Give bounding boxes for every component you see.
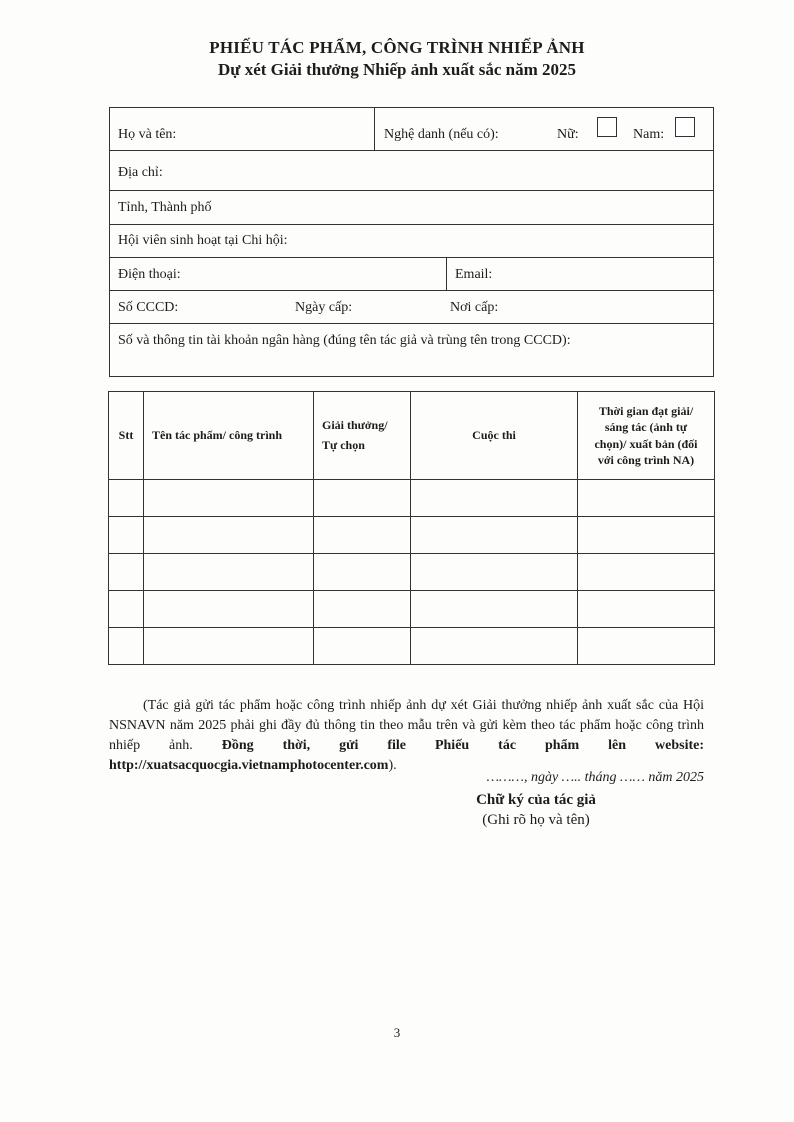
table-cell[interactable]	[144, 480, 314, 517]
id-number-label: Số CCCD:	[118, 300, 179, 315]
male-checkbox[interactable]	[675, 117, 695, 137]
table-cell[interactable]	[411, 554, 578, 591]
col-award-line2: Tự chọn	[322, 437, 365, 452]
female-checkbox[interactable]	[597, 117, 617, 137]
province-row[interactable]	[110, 191, 713, 225]
table-row	[109, 517, 715, 554]
col-time	[578, 392, 715, 480]
col-time-line2: sáng tác (ảnh tự	[604, 420, 688, 435]
signature-subtitle: (Ghi rõ họ và tên)	[482, 812, 590, 828]
table-cell[interactable]	[144, 628, 314, 665]
email-label: Email:	[455, 267, 493, 282]
address-row[interactable]	[110, 151, 713, 191]
table-row	[109, 591, 715, 628]
col-time-line3: chọn)/ xuất bản (đối	[594, 436, 698, 451]
table-row	[109, 628, 715, 665]
col-award	[314, 392, 411, 480]
table-cell[interactable]	[411, 480, 578, 517]
author-info-form	[109, 107, 714, 377]
table-cell[interactable]	[578, 554, 715, 591]
col-contest: Cuộc thi	[411, 392, 578, 480]
form-title: PHIẾU TÁC PHẨM, CÔNG TRÌNH NHIẾP ẢNH	[209, 38, 585, 57]
page-number: 3	[393, 1025, 401, 1040]
table-cell[interactable]	[314, 517, 411, 554]
table-cell[interactable]	[109, 517, 144, 554]
contact-row	[110, 258, 713, 291]
table-cell[interactable]	[411, 628, 578, 665]
signature-title: Chữ ký của tác giả	[476, 792, 596, 808]
table-cell[interactable]	[314, 480, 411, 517]
female-label: Nữ:	[557, 127, 579, 142]
male-label: Nam:	[633, 127, 665, 142]
bank-row[interactable]	[110, 324, 713, 376]
note-text: (Tác giả gửi tác phẩm hoặc công trình nhiếp ảnh dự xét Giải thưởng nhiếp ảnh xuất sắc của Hội NSNAVN năm 2025 phải ghi đầy đủ thông tin theo mẫu trên và gửi kèm theo tác phẩm hoặc công trình nhiếp ảnh.	[109, 698, 704, 753]
instruction-note	[109, 696, 704, 776]
divider	[374, 108, 375, 150]
table-cell[interactable]	[578, 591, 715, 628]
issue-date-label: Ngày cấp:	[295, 300, 353, 315]
full-name-label: Họ và tên:	[118, 127, 177, 142]
note-bold-text: Đồng thời, gửi file Phiếu tác phẩm lên website: http://xuatsacquocgia.vietnamphotocenter.com	[109, 738, 704, 773]
table-row	[109, 480, 715, 517]
table-cell[interactable]	[314, 554, 411, 591]
name-row	[110, 108, 713, 151]
table-cell[interactable]	[411, 591, 578, 628]
col-work-title: Tên tác phẩm/ công trình	[144, 392, 314, 480]
province-label: Tỉnh, Thành phố	[118, 200, 212, 215]
col-time-line4: với công trình NA)	[597, 452, 695, 467]
id-row	[110, 291, 713, 324]
signature-date-line: ………, ngày ….. tháng …… năm 2025	[486, 770, 704, 785]
branch-row[interactable]	[110, 225, 713, 258]
table-header-row	[109, 392, 715, 480]
bank-info-label: Số và thông tin tài khoản ngân hàng (đúng tên tác giả và trùng tên trong CCCD):	[118, 333, 571, 348]
table-cell[interactable]	[578, 517, 715, 554]
table-cell[interactable]	[109, 628, 144, 665]
divider	[446, 258, 447, 290]
table-cell[interactable]	[109, 480, 144, 517]
table-cell[interactable]	[578, 628, 715, 665]
branch-label: Hội viên sinh hoạt tại Chi hội:	[118, 233, 288, 248]
table-cell[interactable]	[109, 591, 144, 628]
col-time-line1: Thời gian đạt giải/	[598, 404, 694, 419]
table-cell[interactable]	[314, 628, 411, 665]
address-label: Địa chỉ:	[118, 165, 163, 180]
table-cell[interactable]	[314, 591, 411, 628]
table-cell[interactable]	[144, 517, 314, 554]
form-subtitle: Dự xét Giải thưởng Nhiếp ảnh xuất sắc năm 2025	[217, 60, 577, 79]
table-cell[interactable]	[109, 554, 144, 591]
col-award-line1: Giải thưởng/	[322, 418, 388, 433]
issue-place-label: Nơi cấp:	[450, 300, 499, 315]
col-stt: Stt	[109, 392, 144, 480]
entries-table	[108, 391, 715, 665]
pen-name-label: Nghệ danh (nếu có):	[384, 127, 499, 142]
table-row	[109, 554, 715, 591]
table-cell[interactable]	[411, 517, 578, 554]
note-end: ).	[388, 758, 397, 773]
table-cell[interactable]	[144, 554, 314, 591]
table-cell[interactable]	[144, 591, 314, 628]
table-cell[interactable]	[578, 480, 715, 517]
phone-label: Điện thoại:	[118, 267, 181, 282]
